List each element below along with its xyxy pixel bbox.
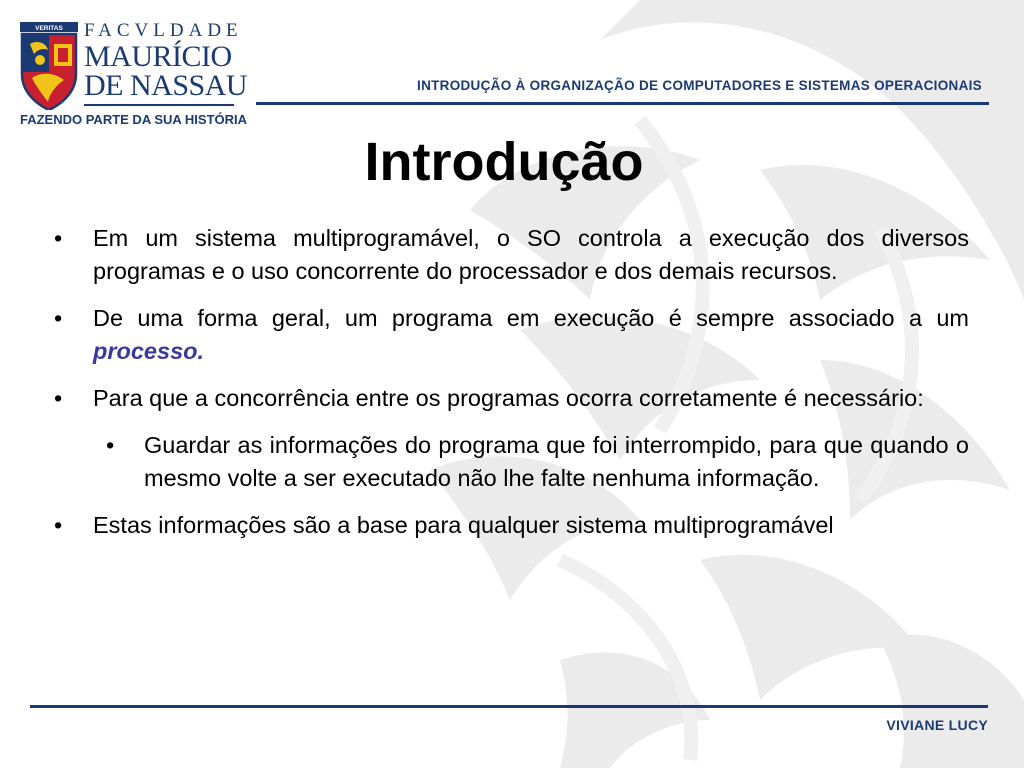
shield-motto: VERITAS [35,25,63,32]
bullet-marker: • [54,305,63,331]
bullet-item [54,222,969,288]
shield-crest-icon [20,22,78,110]
bullet-text: De uma forma geral, um programa em execução é sempre associado a um [93,305,969,331]
bullet-item [54,509,969,542]
bullet-text: Em um sistema multiprogramável, o SO controla a execução dos diversos programas e o uso concorrente do processador e dos demais recursos. [93,225,969,284]
bullet-marker: • [54,385,63,411]
bullet-item [54,302,969,368]
bullet-text: Estas informações são a base para qualquer sistema multiprogramável [93,512,834,538]
bullet-marker: • [106,432,115,458]
footer-divider [30,705,988,708]
course-title: INTRODUÇÃO À ORGANIZAÇÃO DE COMPUTADORES E SISTEMAS OPERACIONAIS [417,78,982,93]
author-name: VIVIANE LUCY [886,717,988,733]
logo-name-line1: MAURÍCIO [84,40,232,73]
bullet-item [54,382,969,415]
logo-faculdade: FACVLDADE [84,20,243,41]
logo-tagline: FAZENDO PARTE DA SUA HISTÓRIA [20,112,248,127]
bullet-marker: • [54,225,63,251]
logo-name-line2: DE NASSAU [84,69,248,102]
header-divider [256,102,989,105]
emphasized-term: processo. [93,338,205,364]
logo-wordmark [84,20,248,102]
logo-divider [84,104,234,106]
bullet-marker: • [54,512,63,538]
slide-content [54,222,969,556]
sub-bullet-item [54,429,969,495]
bullet-text: Para que a concorrência entre os programas ocorra corretamente é necessário: [93,385,924,411]
slide-title: Introdução [364,132,644,192]
bullet-text: Guardar as informações do programa que foi interrompido, para que quando o mesmo volte a ser executado não lhe falte nenhuma informação. [144,432,969,491]
college-logo [18,20,248,132]
